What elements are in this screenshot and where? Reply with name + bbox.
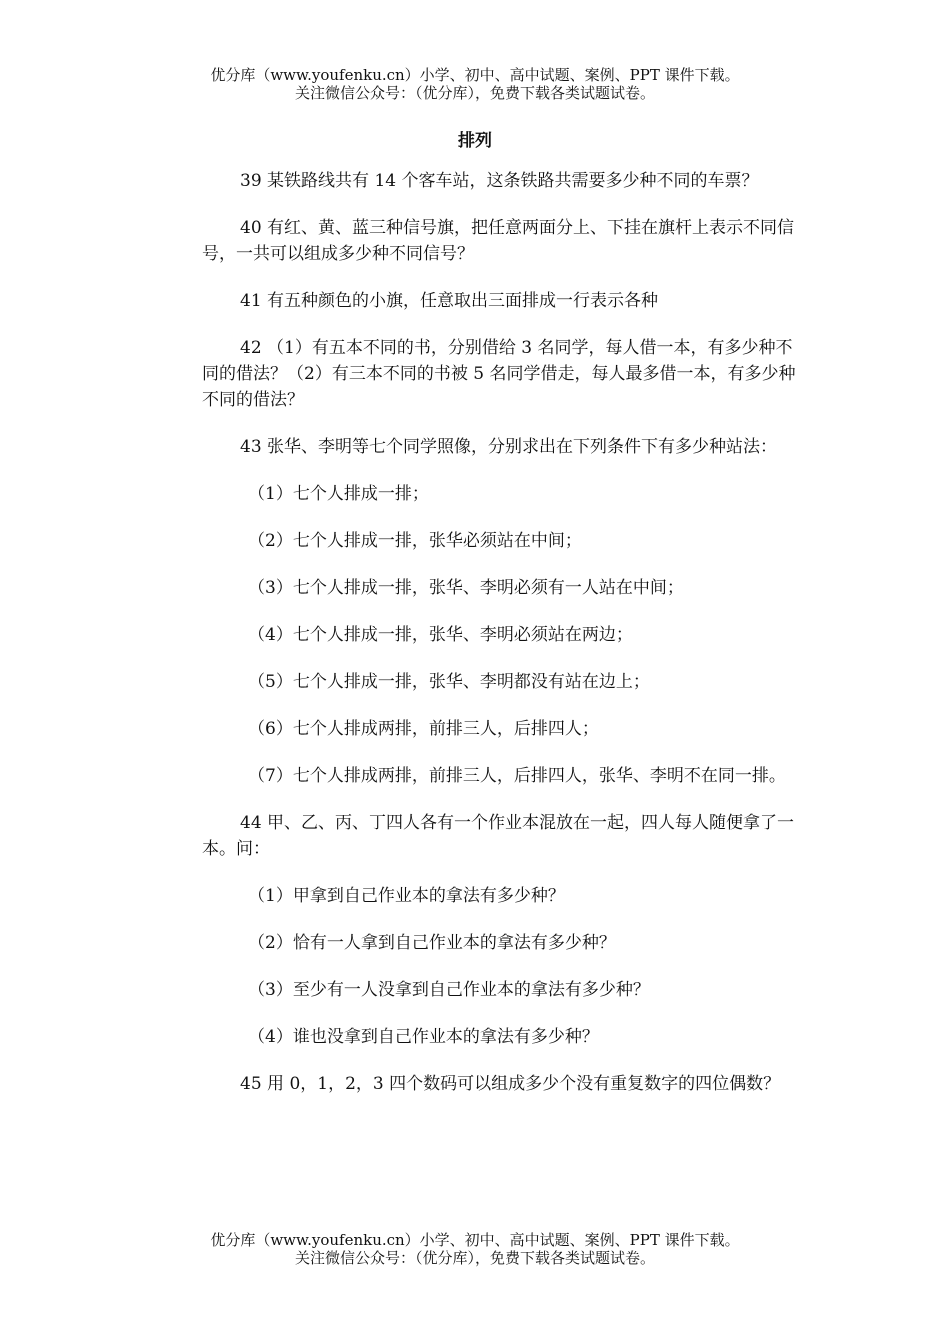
question-39: 39 某铁路线共有 14 个客车站，这条铁路共需要多少种不同的车票？	[240, 171, 759, 191]
question-40: 40 有红、黄、蓝三种信号旗，把任意两面分上、下挂在旗杆上表示不同信号，一共可以组成多少种不同信号？	[202, 218, 795, 264]
question-43-item-3: （3）七个人排成一排，张华、李明必须有一人站在中间；	[248, 578, 684, 598]
question-44: 44 甲、乙、丙、丁四人各有一个作业本混放在一起，四人每人随便拿了一本。问：	[202, 813, 795, 859]
question-43-item-6: （6）七个人排成两排，前排三人，后排四人；	[248, 719, 599, 739]
header-line-1: 优分库（www.youfenku.cn）小学、初中、高中试题、案例、PPT 课件下载。	[210, 66, 740, 84]
page-header	[0, 66, 950, 102]
footer-line-1: 优分库（www.youfenku.cn）小学、初中、高中试题、案例、PPT 课件下载。	[210, 1231, 740, 1249]
question-43-item-2: （2）七个人排成一排，张华必须站在中间；	[248, 531, 582, 551]
page-footer	[0, 1231, 950, 1267]
question-41: 41 有五种颜色的小旗，任意取出三面排成一行表示各种	[240, 291, 659, 311]
question-42: 42 （1）有五本不同的书，分别借给 3 名同学，每人借一本，有多少种不同的借法？（2）有三本不同的书被 5 名同学借走，每人最多借一本，有多少种不同的借法？	[202, 338, 796, 410]
question-43-item-5: （5）七个人排成一排，张华、李明都没有站在边上；	[248, 672, 650, 692]
question-44-item-1: （1）甲拿到自己作业本的拿法有多少种？	[248, 886, 565, 906]
question-43-item-4: （4）七个人排成一排，张华、李明必须站在两边；	[248, 625, 633, 645]
question-44-item-3: （3）至少有一人没拿到自己作业本的拿法有多少种？	[248, 980, 650, 1000]
question-44-item-4: （4）谁也没拿到自己作业本的拿法有多少种？	[248, 1027, 599, 1047]
question-45: 45 用 0，1，2，3 四个数码可以组成多少个没有重复数字的四位偶数？	[240, 1074, 781, 1094]
question-list	[202, 168, 806, 1118]
header-line-2: 关注微信公众号：（优分库），免费下载各类试题试卷。	[294, 84, 655, 102]
question-43-item-1: （1）七个人排成一排；	[248, 484, 429, 504]
question-43-item-7: （7）七个人排成两排，前排三人，后排四人，张华、李明不在同一排。	[248, 766, 786, 786]
page-title: 排列	[458, 131, 492, 151]
question-43: 43 张华、李明等七个同学照像，分别求出在下列条件下有多少种站法：	[240, 437, 778, 457]
footer-line-2: 关注微信公众号：（优分库），免费下载各类试题试卷。	[294, 1249, 655, 1267]
question-44-item-2: （2）恰有一人拿到自己作业本的拿法有多少种？	[248, 933, 616, 953]
